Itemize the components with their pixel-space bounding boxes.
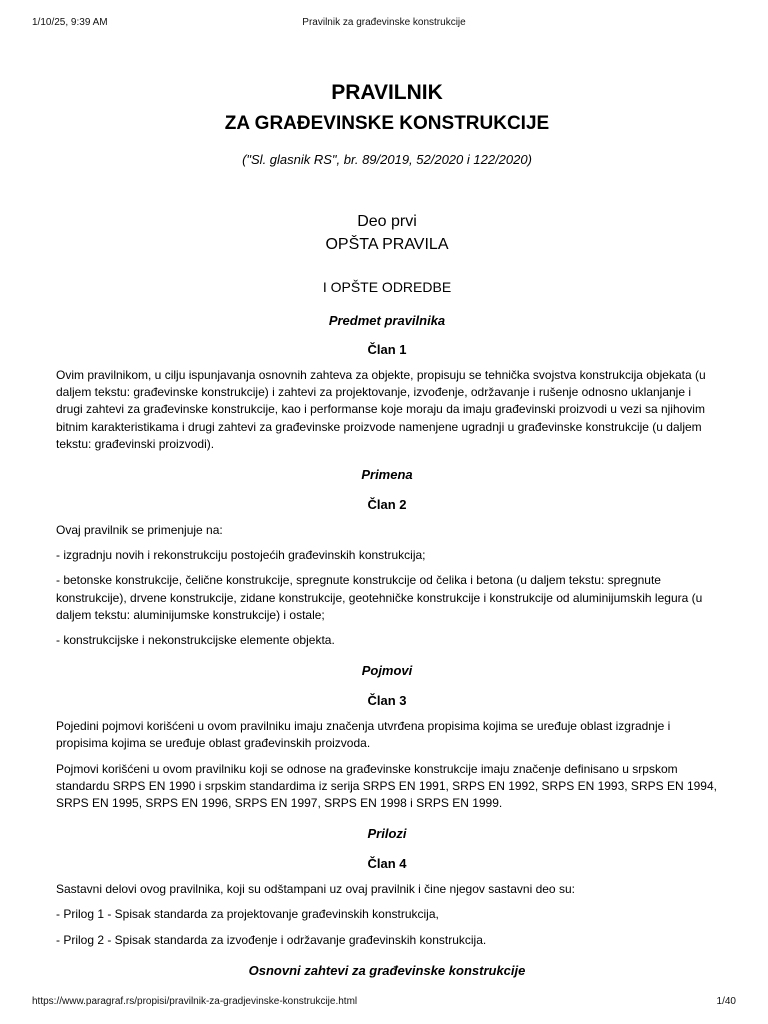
paragraph: - konstrukcijske i nekonstrukcijske elemente objekta. <box>56 633 335 648</box>
page-number: 1/40 <box>716 996 736 1007</box>
paragraph: Ovim pravilnikom, u cilju ispunjavanja osnovnih zahteva za objekte, propisuju se tehnička svojstva konstrukcija objekata (u daljem tekstu: građevinske konstrukcije) i zahtevi za projektovanje, izvođenje, održavanje i rušenje odnosno uklanjanje i drugi zahtevi za građevinske konstrukcije, kao i performanse koje moraju da imaju građevinski proizvodi u vezi sa njihovim bitnim karakteristikama i drugi zahtevi za građevinske proizvode namenjene ugradnji u građevinske konstrukcije (u daljem tekstu: građevinski proizvodi). <box>56 368 706 451</box>
paragraph: Sastavni delovi ovog pravilnika, koji su odštampani uz ovaj pravilnik i čine njegov sastavni deo su: <box>56 882 575 897</box>
document-title: PRAVILNIK <box>331 81 443 104</box>
paragraph: - betonske konstrukcije, čelične konstrukcije, spregnute konstrukcije od čelika i betona (u daljem tekstu: spregnute konstrukcije), drvene konstrukcije, zidane konstrukcije, geotehničke konstrukcije i konstrukcije od aluminijumskih legura (u daljem tekstu: aluminijumske konstrukcije) i ostale; <box>56 573 703 622</box>
gazette-reference: ("Sl. glasnik RS", br. 89/2019, 52/2020 i 122/2020) <box>242 152 532 167</box>
paragraph: - Prilog 1 - Spisak standarda za projektovanje građevinskih konstrukcija, <box>56 907 439 922</box>
article-number: Član 1 <box>367 342 407 357</box>
section-heading: Primena <box>361 467 413 483</box>
section-heading: Pojmovi <box>361 663 413 679</box>
section-heading-next: Osnovni zahtevi za građevinske konstrukcije <box>248 962 526 978</box>
article-number: Član 3 <box>367 693 407 709</box>
section-heading: Predmet pravilnika <box>328 313 446 328</box>
print-doc-title: Pravilnik za građevinske konstrukcije <box>302 17 466 28</box>
part-label: Deo prvi <box>357 213 417 230</box>
source-url: https://www.paragraf.rs/propisi/pravilnik-za-gradjevinske-konstrukcije.html <box>32 996 358 1007</box>
article-number: Član 2 <box>367 497 407 513</box>
paragraph: - Prilog 2 - Spisak standarda za izvođenje i održavanje građevinskih konstrukcija. <box>56 932 487 947</box>
part-title: OPŠTA PRAVILA <box>325 236 449 253</box>
chapter-title: I OPŠTE ODREDBE <box>322 279 452 295</box>
section-heading: Prilozi <box>367 826 407 842</box>
article-number: Član 4 <box>367 856 407 872</box>
document-subtitle: ZA GRAĐEVINSKE KONSTRUKCIJE <box>224 113 550 134</box>
paragraph: Pojedini pojmovi korišćeni u ovom pravilniku imaju značenja utvrđena propisima kojima se uređuje oblast izgradnje i propisima kojima se uređuje oblast građevinskih proizvoda. <box>56 719 671 751</box>
paragraph: Ovaj pravilnik se primenjuje na: <box>56 523 223 538</box>
paragraph: Pojmovi korišćeni u ovom pravilniku koji se odnose na građevinske konstrukcije imaju značenje definisano u srpskom standardu SRPS EN 1990 i srpskim standardima iz serija SRPS EN 1991, SRPS EN 1992, SRPS EN 1993, SRPS EN 1994, SRPS EN 1995, SRPS EN 1996, SRPS EN 1997, SRPS EN 1998 i SRPS EN 1999. <box>56 761 717 811</box>
paragraph: - izgradnju novih i rekonstrukciju postojećih građevinskih konstrukcija; <box>56 548 426 563</box>
print-datetime: 1/10/25, 9:39 AM <box>32 17 108 28</box>
document-body <box>56 80 718 979</box>
